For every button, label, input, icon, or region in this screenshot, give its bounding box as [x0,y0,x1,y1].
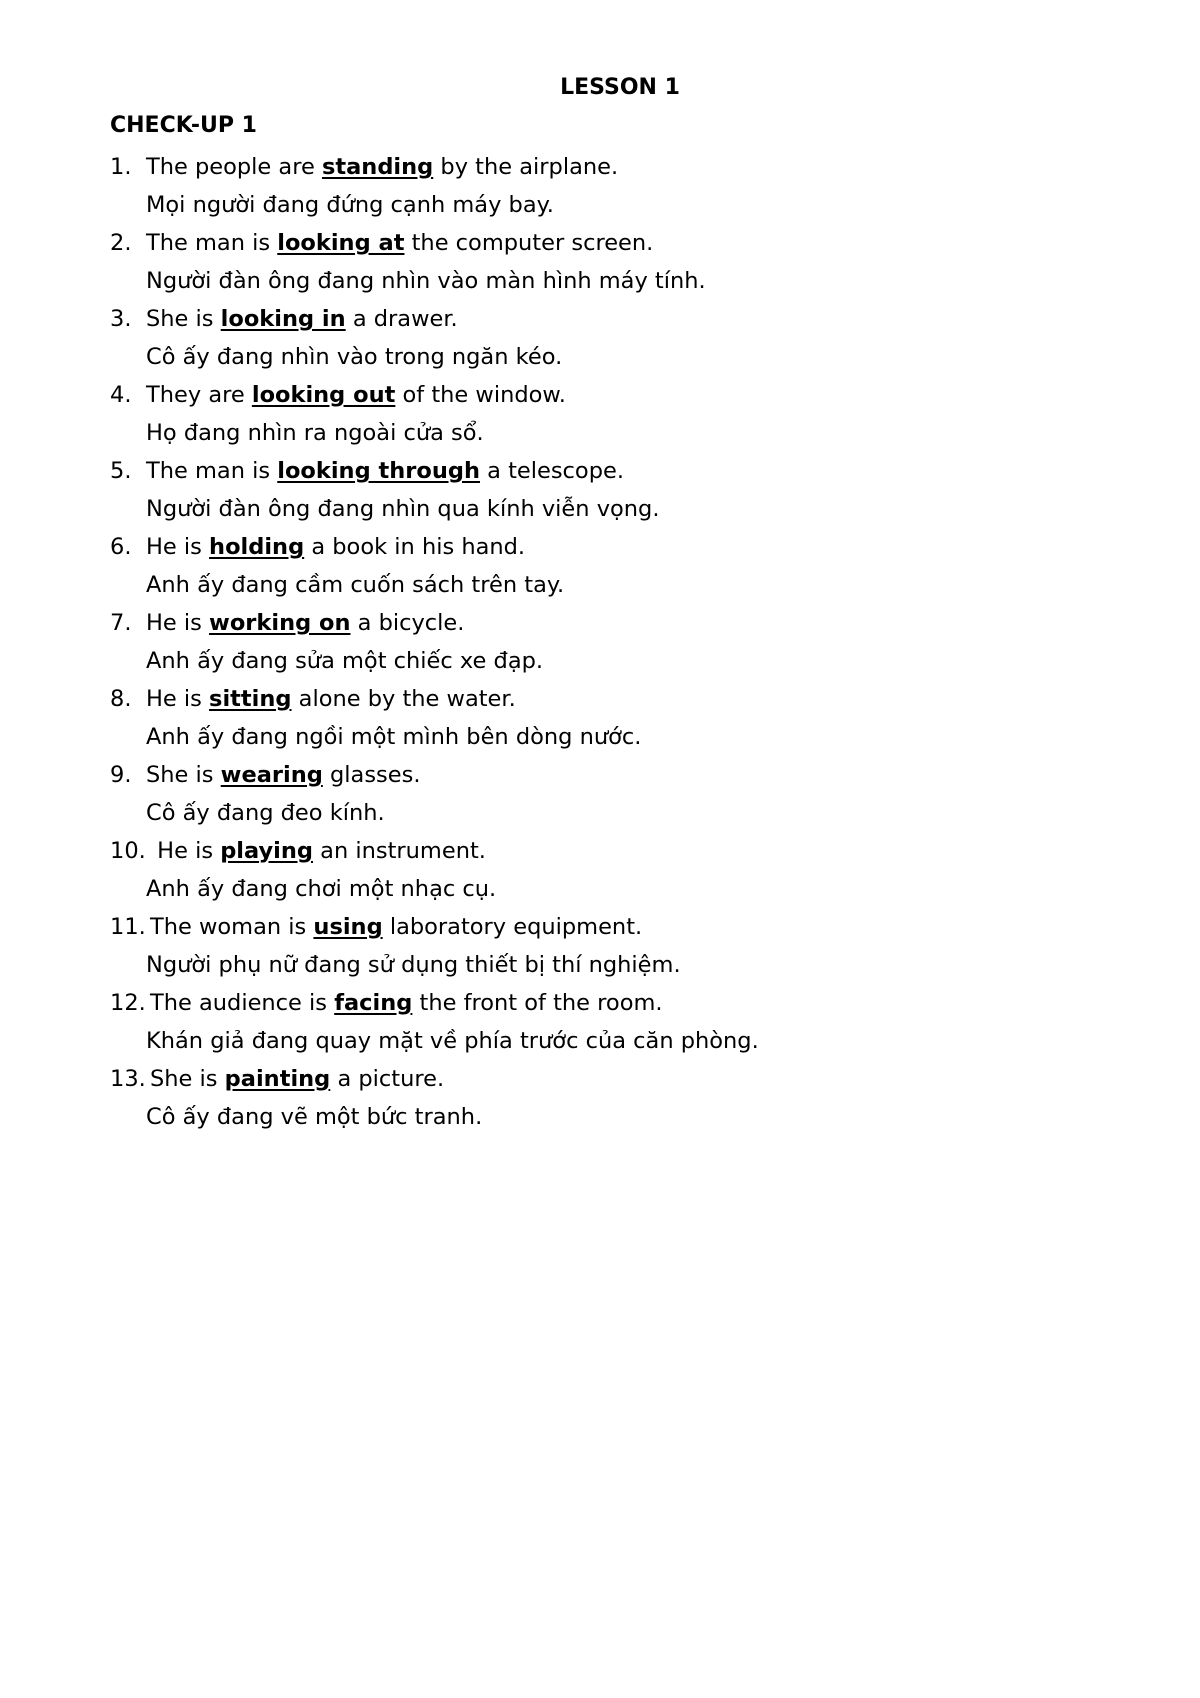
page-title: LESSON 1 [560,75,680,100]
keyword: working on [209,610,351,636]
vietnamese-translation: Người phụ nữ đang sử dụng thiết bị thí nghiệm. [146,952,681,978]
vietnamese-translation: Mọi người đang đứng cạnh máy bay. [146,192,554,218]
sentence-text: She is [146,306,221,332]
item-number: 13. [110,1066,146,1092]
keyword: holding [209,534,305,560]
sentence-text: The audience is [150,990,335,1016]
vietnamese-translation: Khán giả đang quay mặt về phía trước của căn phòng. [146,1028,759,1054]
vietnamese-translation: Họ đang nhìn ra ngoài cửa sổ. [146,420,484,446]
sentence-text: They are [146,382,252,408]
sentence-text: of the window. [395,382,566,408]
list-item [110,1060,1110,1136]
sentence-text: laboratory equipment. [382,914,643,940]
english-sentence [110,908,642,946]
english-sentence [110,984,663,1022]
english-sentence [110,148,618,186]
list-item [110,984,1110,1060]
list-item [110,452,1110,528]
vietnamese-translation: Anh ấy đang cầm cuốn sách trên tay. [146,572,565,598]
keyword: looking at [277,230,405,256]
item-number: 4. [110,382,132,408]
item-number: 2. [110,230,132,256]
sentence-text: alone by the water. [291,686,516,712]
sentence-text: glasses. [322,762,421,788]
english-sentence [110,452,624,490]
list-item [110,680,1110,756]
sentence-text: She is [146,762,221,788]
vietnamese-translation: Cô ấy đang vẽ một bức tranh. [146,1104,483,1130]
sentence-text: The people are [146,154,322,180]
section-heading: CHECK-UP 1 [110,113,257,138]
list-item [110,832,1110,908]
sentence-text: an instrument. [313,838,486,864]
item-number: 9. [110,762,132,788]
vietnamese-translation: Cô ấy đang nhìn vào trong ngăn kéo. [146,344,563,370]
sentence-text: a drawer. [345,306,458,332]
sentence-text: He is [146,686,210,712]
item-number: 12. [110,990,146,1016]
list-item [110,604,1110,680]
sentence-text: a picture. [330,1066,445,1092]
list-item [110,908,1110,984]
list-item [110,148,1110,224]
english-sentence [110,604,464,642]
keyword: looking in [220,306,346,332]
english-sentence [110,832,486,870]
sentence-text: a bicycle. [350,610,465,636]
item-number: 3. [110,306,132,332]
list-item [110,224,1110,300]
keyword: wearing [220,762,323,788]
sentence-text: The man is [146,458,278,484]
list-item [110,528,1110,604]
item-number: 1. [110,154,132,180]
keyword: sitting [209,686,292,712]
vietnamese-translation: Người đàn ông đang nhìn vào màn hình máy tính. [146,268,706,294]
vietnamese-translation: Cô ấy đang đeo kính. [146,800,385,826]
item-number: 11. [110,914,146,940]
keyword: standing [321,154,434,180]
english-sentence [110,680,516,718]
item-number: 10. [110,838,146,864]
sentence-text: a telescope. [479,458,624,484]
sentence-text: the front of the room. [412,990,663,1016]
sentence-text: a book in his hand. [304,534,526,560]
vietnamese-translation: Anh ấy đang ngồi một mình bên dòng nước. [146,724,642,750]
vietnamese-translation: Người đàn ông đang nhìn qua kính viễn vọng. [146,496,660,522]
sentence-text: She is [150,1066,225,1092]
english-sentence [110,376,566,414]
list-item [110,756,1110,832]
keyword: painting [224,1066,331,1092]
vietnamese-translation: Anh ấy đang sửa một chiếc xe đạp. [146,648,544,674]
english-sentence [110,756,420,794]
sentence-text: The man is [146,230,278,256]
list-item [110,376,1110,452]
english-sentence [110,1060,444,1098]
keyword: looking through [277,458,480,484]
vietnamese-translation: Anh ấy đang chơi một nhạc cụ. [146,876,497,902]
english-sentence [110,224,653,262]
item-number: 8. [110,686,132,712]
list-item [110,300,1110,376]
sentence-text: The woman is [150,914,314,940]
keyword: looking out [251,382,396,408]
sentence-list [110,148,1110,1136]
item-number: 5. [110,458,132,484]
keyword: playing [220,838,314,864]
english-sentence [110,300,458,338]
sentence-text: by the airplane. [433,154,619,180]
keyword: using [313,914,383,940]
sentence-text: He is [146,534,210,560]
keyword: facing [334,990,413,1016]
item-number: 7. [110,610,132,636]
sentence-text: the computer screen. [404,230,654,256]
sentence-text: He is [146,610,210,636]
english-sentence [110,528,525,566]
sentence-text: He is [150,838,221,864]
item-number: 6. [110,534,132,560]
